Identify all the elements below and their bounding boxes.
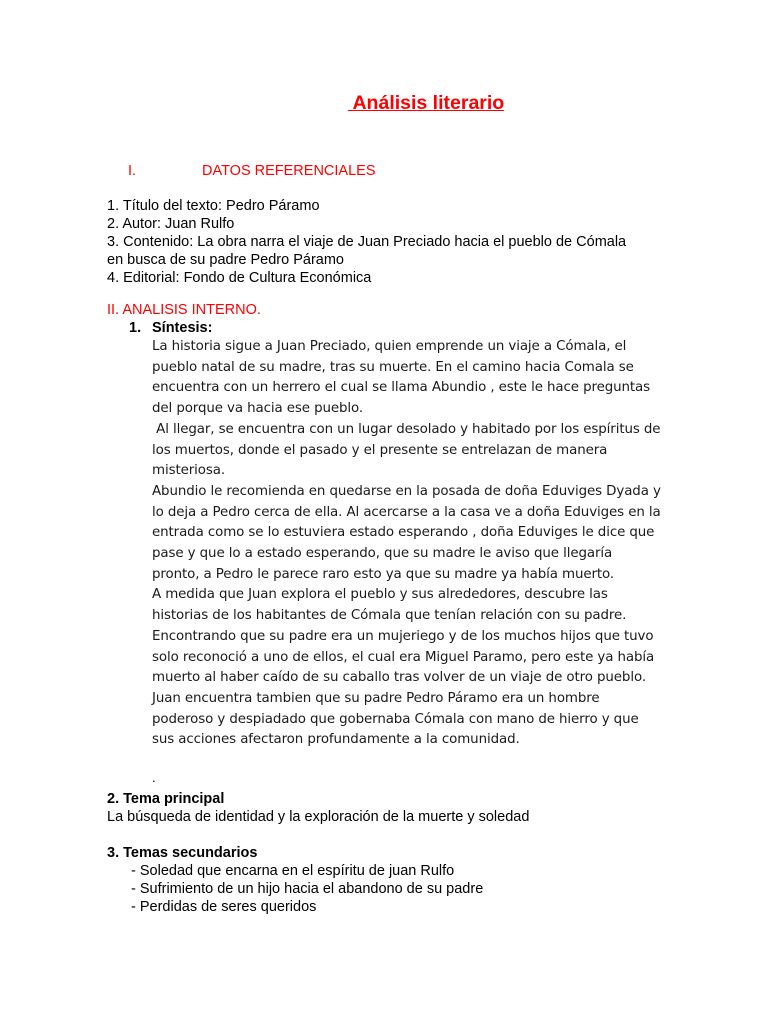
- sintesis-line: pueblo natal de su madre, tras su muerte. En el camino hacia Comala se: [152, 359, 634, 375]
- tema-principal-text: La búsqueda de identidad y la exploración de la muerte y soledad: [107, 809, 530, 825]
- sintesis-heading-text: Síntesis:: [152, 320, 213, 336]
- sintesis-line: lo deja a Pedro cerca de ella. Al acercarse a la casa ve a doña Eduviges en la: [152, 504, 661, 520]
- stray-dot: .: [152, 770, 156, 785]
- sintesis-heading: [129, 320, 212, 336]
- sintesis-line: pronto, a Pedro le parece raro esto ya que su madre ya había muerto.: [152, 566, 615, 582]
- sintesis-line: Encontrando que su padre era un mujeriego y de los muchos hijos que tuvo: [152, 628, 654, 644]
- tema-secundario-item: - Sufrimiento de un hijo hacia el abandono de su padre: [131, 881, 484, 897]
- temas-secundarios-list: [131, 862, 483, 916]
- sintesis-paragraph: [152, 337, 672, 751]
- sintesis-line: historias de los habitantes de Cómala que tenían relación con su padre.: [152, 608, 627, 624]
- sintesis-line: pase y que lo a estado esperando, que su madre le aviso que llegaría: [152, 546, 613, 562]
- sintesis-line: del porque va hacia ese pueblo.: [152, 401, 364, 417]
- referential-item: en busca de su padre Pedro Páramo: [107, 252, 344, 268]
- referential-data-list: [107, 197, 667, 287]
- sintesis-line: encuentra con un herrero el cual se llama Abundio , este le hace preguntas: [152, 380, 651, 396]
- tema-secundario-item: - Perdidas de seres queridos: [131, 899, 317, 915]
- sintesis-number: 1.: [129, 320, 142, 336]
- sintesis-line: Abundio le recomienda en quedarse en la posada de doña Eduviges Dyada y: [152, 483, 661, 499]
- referential-item: 2. Autor: Juan Rulfo: [107, 216, 235, 232]
- tema-principal-heading: 2. Tema principal: [107, 791, 225, 807]
- referential-item: 3. Contenido: La obra narra el viaje de Juan Preciado hacia el pueblo de Cómala: [107, 234, 627, 250]
- temas-secundarios-heading: 3. Temas secundarios: [107, 845, 258, 861]
- sintesis-line: A medida que Juan explora el pueblo y sus alrededores, descubre las: [152, 587, 608, 603]
- section-heading-text: DATOS REFERENCIALES: [202, 163, 376, 179]
- sintesis-line: muerto al haber caído de su caballo tras volver de un viaje de otro pueblo.: [152, 670, 646, 686]
- section-analisis-interno-heading: II. ANALISIS INTERNO.: [107, 302, 261, 318]
- sintesis-line: Juan encuentra tambien que su padre Pedro Páramo era un hombre: [152, 690, 600, 706]
- sintesis-line: La historia sigue a Juan Preciado, quien emprende un viaje a Cómala, el: [152, 339, 627, 354]
- sintesis-line: solo reconoció a uno de ellos, el cual era Miguel Paramo, pero este ya había: [152, 649, 655, 665]
- tema-secundario-item: - Soledad que encarna en el espíritu de juan Rulfo: [131, 863, 455, 879]
- document-title: Análisis literario: [347, 92, 505, 114]
- referential-item: 4. Editorial: Fondo de Cultura Económica: [107, 270, 372, 286]
- sintesis-line: entrada como se lo estuviera estado esperando , doña Eduviges le dice que: [152, 525, 655, 541]
- section-datos-referenciales-heading: [128, 163, 376, 179]
- sintesis-line: sus acciones afectaron profundamente a la comunidad.: [152, 732, 520, 748]
- sintesis-line: los muertos, donde el pasado y el presente se entrelazan de manera: [152, 442, 608, 458]
- section-number: I.: [128, 163, 137, 179]
- sintesis-line: poderoso y despiadado que gobernaba Cómala con mano de hierro y que: [152, 711, 639, 727]
- referential-item: 1. Título del texto: Pedro Páramo: [107, 198, 320, 214]
- sintesis-line: Al llegar, se encuentra con un lugar desolado y habitado por los espíritus de: [152, 421, 661, 437]
- sintesis-line: misteriosa.: [152, 463, 225, 479]
